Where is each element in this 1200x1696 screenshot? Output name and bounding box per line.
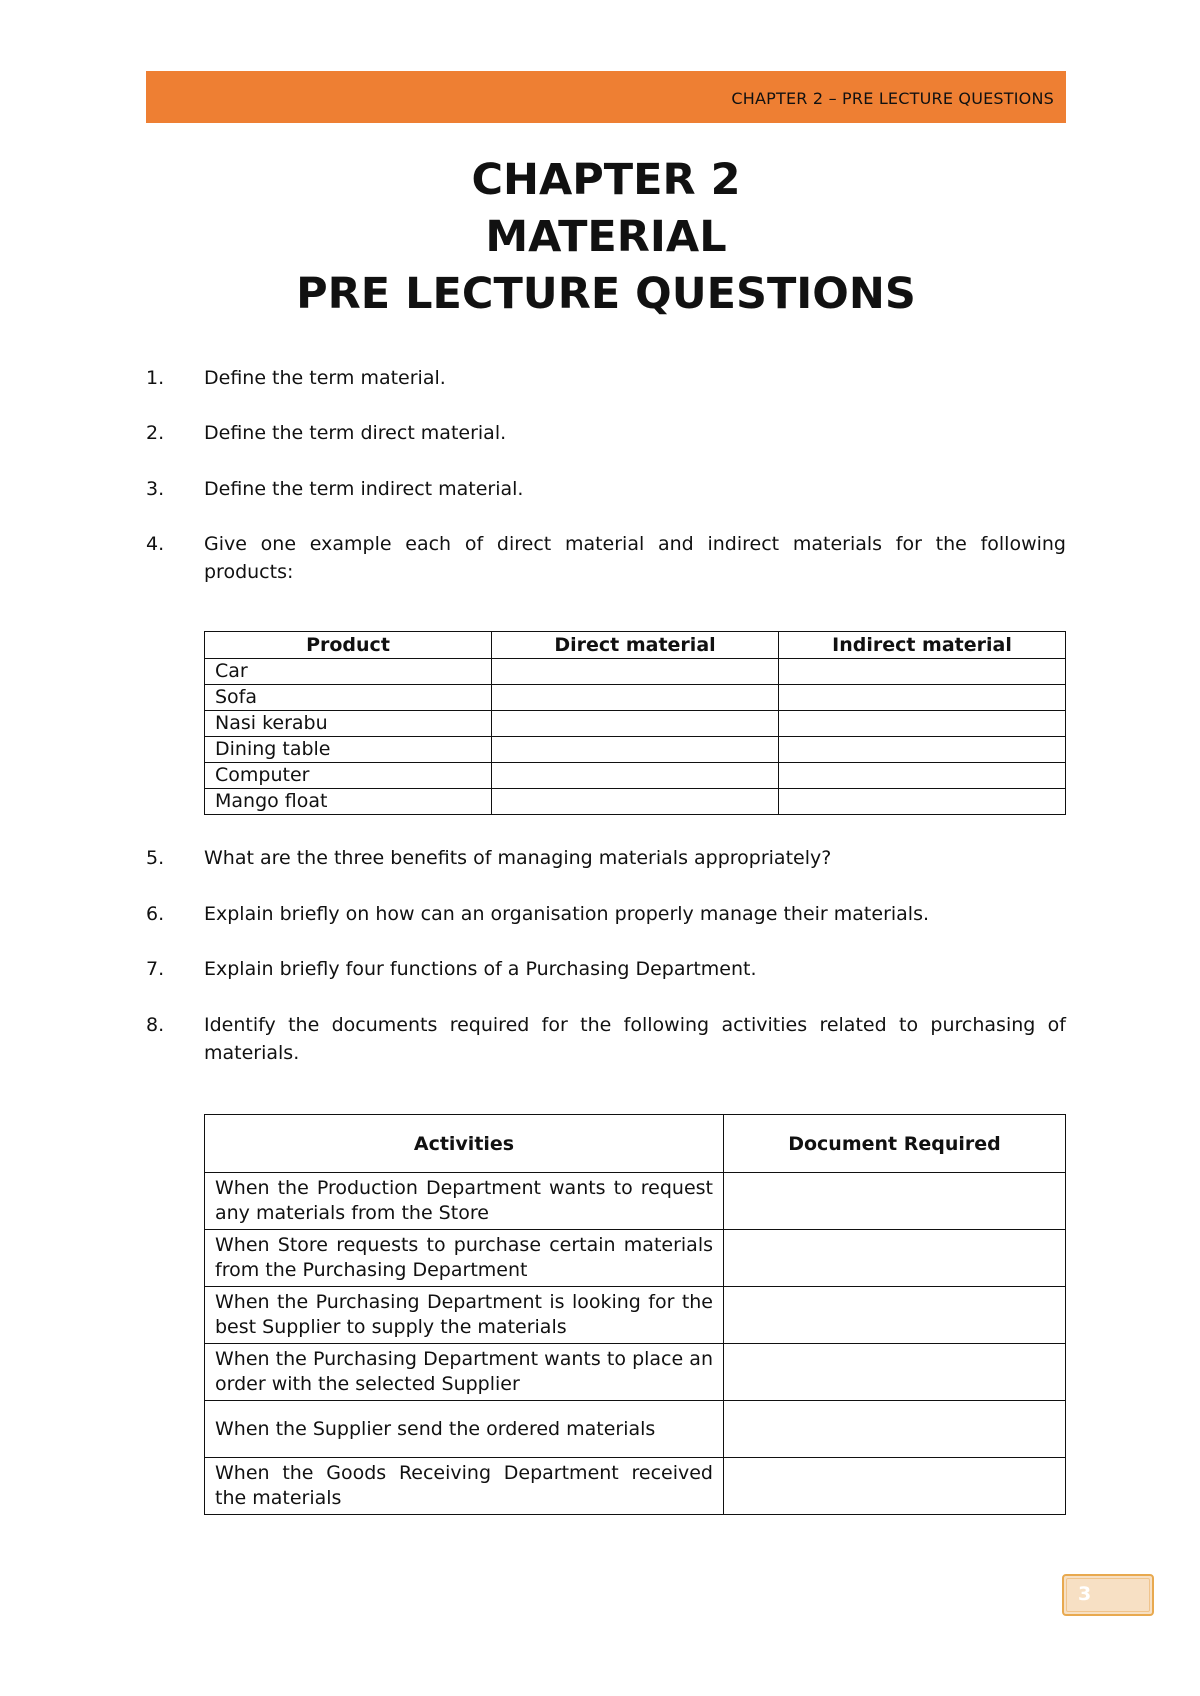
table-header-row <box>205 1115 1066 1173</box>
page-number: 3 <box>1078 1583 1092 1605</box>
table-row <box>205 659 1066 685</box>
activities-table <box>204 1114 1066 1515</box>
direct-material-cell[interactable] <box>492 763 779 789</box>
direct-material-cell[interactable] <box>492 685 779 711</box>
direct-material-cell[interactable] <box>492 789 779 815</box>
activity-cell: When the Production Department wants to request any materials from the Store <box>205 1173 724 1230</box>
direct-material-cell[interactable] <box>492 737 779 763</box>
table-row <box>205 763 1066 789</box>
table-header-row <box>205 632 1066 659</box>
page-title <box>0 152 1200 323</box>
question-number: 7. <box>146 958 165 980</box>
activity-cell: When the Supplier send the ordered materials <box>205 1401 724 1458</box>
question-number: 6. <box>146 903 165 925</box>
table-row <box>205 1230 1066 1287</box>
question-number: 4. <box>146 533 165 555</box>
activity-cell: When the Purchasing Department is looking for the best Supplier to supply the materials <box>205 1287 724 1344</box>
table-row <box>205 1344 1066 1401</box>
direct-material-cell[interactable] <box>492 659 779 685</box>
running-header: CHAPTER 2 – PRE LECTURE QUESTIONS <box>731 89 1054 108</box>
product-cell: Car <box>205 659 492 685</box>
question-text: Identify the documents required for the following activities related to purchasing of materials. <box>204 1014 1066 1064</box>
product-cell: Sofa <box>205 685 492 711</box>
activity-cell: When the Purchasing Department wants to place an order with the selected Supplier <box>205 1344 724 1401</box>
direct-material-cell[interactable] <box>492 711 779 737</box>
table-row <box>205 1173 1066 1230</box>
question-text: Explain briefly on how can an organisation properly manage their materials. <box>204 903 930 925</box>
indirect-material-cell[interactable] <box>779 711 1066 737</box>
question-number: 3. <box>146 478 165 500</box>
document-required-cell[interactable] <box>724 1401 1066 1458</box>
table-row <box>205 789 1066 815</box>
product-cell: Dining table <box>205 737 492 763</box>
question-number: 5. <box>146 847 165 869</box>
question-text: Explain briefly four functions of a Purchasing Department. <box>204 958 757 980</box>
indirect-material-cell[interactable] <box>779 685 1066 711</box>
question-text: Give one example each of direct material and indirect materials for the following products: <box>204 533 1066 583</box>
document-required-cell[interactable] <box>724 1458 1066 1515</box>
document-required-cell[interactable] <box>724 1287 1066 1344</box>
table-row <box>205 1458 1066 1515</box>
column-header: Document Required <box>724 1115 1066 1173</box>
activity-cell: When the Goods Receiving Department received the materials <box>205 1458 724 1515</box>
question-text: Define the term material. <box>204 367 446 389</box>
document-required-cell[interactable] <box>724 1230 1066 1287</box>
document-required-cell[interactable] <box>724 1173 1066 1230</box>
table-row <box>205 685 1066 711</box>
question-number: 8. <box>146 1014 165 1036</box>
indirect-material-cell[interactable] <box>779 659 1066 685</box>
header-bar <box>146 71 1066 123</box>
product-cell: Nasi kerabu <box>205 711 492 737</box>
page-number-box <box>1062 1574 1154 1616</box>
title-line-topic: MATERIAL <box>485 212 727 262</box>
product-cell: Mango float <box>205 789 492 815</box>
title-line-chapter: CHAPTER 2 <box>471 155 741 205</box>
title-line-section: PRE LECTURE QUESTIONS <box>296 269 916 319</box>
table-row <box>205 711 1066 737</box>
table-row <box>205 1401 1066 1458</box>
column-header: Indirect material <box>779 632 1066 659</box>
question-text: Define the term direct material. <box>204 422 507 444</box>
product-cell: Computer <box>205 763 492 789</box>
products-table <box>204 631 1066 815</box>
document-required-cell[interactable] <box>724 1344 1066 1401</box>
column-header: Product <box>205 632 492 659</box>
question-number: 2. <box>146 422 165 444</box>
indirect-material-cell[interactable] <box>779 737 1066 763</box>
question-text: What are the three benefits of managing materials appropriately? <box>204 847 832 869</box>
question-number: 1. <box>146 367 165 389</box>
column-header: Direct material <box>492 632 779 659</box>
activity-cell: When Store requests to purchase certain materials from the Purchasing Department <box>205 1230 724 1287</box>
table-row <box>205 1287 1066 1344</box>
table-row <box>205 737 1066 763</box>
indirect-material-cell[interactable] <box>779 763 1066 789</box>
indirect-material-cell[interactable] <box>779 789 1066 815</box>
column-header: Activities <box>205 1115 724 1173</box>
question-text: Define the term indirect material. <box>204 478 524 500</box>
